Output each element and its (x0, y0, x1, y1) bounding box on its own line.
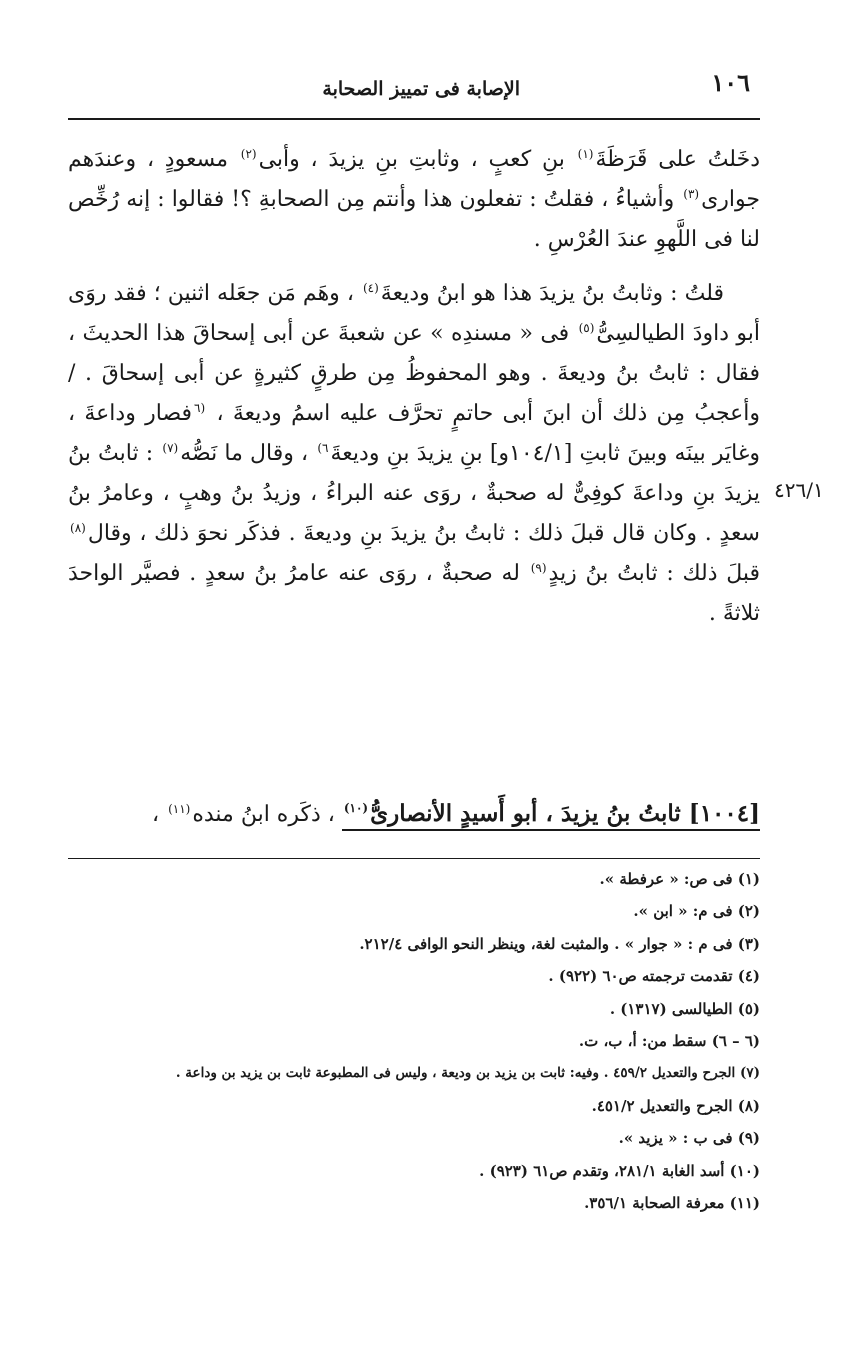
footnote: (٤) تقدمت ترجمته ص٦٠ (٩٢٢) . (548, 967, 760, 986)
entry-tail: ، (151, 802, 167, 827)
footnote: (٧) الجرح والتعديل ٤٥٩/٢ . وفيه: ثابت بن يزيد بن وديعة ، وليس فى المطبوعة ثابت بن يزيد بن وداعة . (175, 1065, 760, 1082)
text-run: : ثابتُ بنُ يزيدَ بنِ وداعةَ كوفِىٌّ له صحبةٌ ، روَى عنه البراءُ ، وزيدُ بنُ وهبٍ ، وعامرُ بنُ سعدٍ . وكان قال قبلَ ذلك : ثابتُ بنُ يزيدَ بنِ وديعةَ . فذكَر نحوَ ذلك ، وقال (68, 441, 760, 546)
entry-name: ثابتُ بنُ يزيدَ ، أبو أَسيدٍ الأنصارىُّ (370, 800, 681, 827)
footnote-marker: (١٠) (343, 801, 369, 816)
footnote-marker: (٤) (362, 280, 379, 295)
entry-number: [١٠٠٤] (688, 800, 760, 827)
text-run: قلتُ : وثابتُ بنُ يزيدَ هذا هو ابنُ وديعةَ (380, 281, 725, 306)
entry-title (342, 800, 760, 831)
text-run: فصار وداعةَ ، وغايَر بينَه وبينَ ثابتِ [١٠٤/١و] بنِ يزيدَ بنِ وديعةَ (68, 401, 760, 466)
footnote-marker: (٦ (194, 400, 206, 415)
margin-reference: ٤٢٦/١ (774, 478, 824, 502)
footnote-marker: (٧) (162, 440, 179, 455)
footnote-marker: ٦) (317, 440, 329, 455)
footnote-marker: (٢) (240, 146, 257, 161)
footnote: (٦ – ٦) سقط من: أ، ب، ت. (578, 1032, 760, 1051)
paragraph (68, 140, 760, 260)
text-run: قبلَ ذلك : ثابتُ بنُ زيدٍ (548, 561, 761, 586)
text-run: مسعودٍ ، وعندَهم جوارى (68, 147, 760, 212)
footnotes (68, 858, 760, 1219)
text-run: دخَلتُ على قَرَظَةَ (595, 147, 760, 172)
book-title: الإصابة فى تمييز الصحابة (322, 78, 520, 100)
text-run: ، وهَم مَن جعَله اثنين ؛ فقد روَى أبو داودَ الطيالسِىُّ (68, 281, 760, 346)
page-number: ١٠٦ (711, 68, 750, 97)
footnote: (٥) الطيالسى (١٣١٧) . (609, 999, 760, 1018)
footnote-marker: (١) (577, 146, 594, 161)
text-run: فى « مسندِه » عن شعبةَ عن أبى إسحاقَ هذا الحديثَ ، فقال : ثابتُ بنُ وديعةَ . وهو المحفوظُ مِن طرقٍ كثيرةٍ عن أبى إسحاقَ . / وأعجبُ مِن ذلك أن ابنَ أبى حاتمٍ تحرَّف عليه اسمُ وديعةَ ، (68, 321, 761, 426)
entry-heading (68, 794, 760, 835)
footnote: (١) فى ص: « عرفطة ». (599, 870, 760, 888)
footnote: (٨) الجرح والتعديل ٤٥١/٢. (591, 1096, 760, 1115)
running-head (68, 60, 760, 120)
text-run: وأشياءُ ، فقلتُ : تفعلون هذا وأنتم مِن الصحابةِ ؟! فقالوا : إنه رُخِّص لنا فى اللَّهوِ عندَ العُرْسِ . (68, 187, 760, 252)
footnote-marker: (٣) (683, 186, 700, 201)
footnote-marker: (٩) (530, 560, 547, 575)
entry-rest: ، ذكَره ابنُ منده (192, 802, 342, 827)
body-text (68, 140, 760, 634)
footnote: (١٠) أسد الغابة ٢٨١/١، وتقدم ص٦١ (٩٢٣) . (479, 1161, 760, 1180)
text-run: ، وقال ما نَصُّه (180, 441, 316, 466)
footnote: (١١) معرفة الصحابة ٣٥٦/١. (584, 1194, 760, 1213)
text-run: له صحبةٌ ، روَى عنه عامرُ بنُ سعدٍ . فصيَّر الواحدَ ثلاثةً . (68, 561, 760, 626)
footnote-marker: (٨) (70, 520, 86, 535)
footnote: (٩) فى ب : « يزيد ». (618, 1129, 760, 1148)
text-run: بنِ كعبٍ ، وثابتِ بنِ يزيدَ ، وأبى (258, 147, 576, 172)
footnote: (٣) فى م : « جوار » . والمثبت لغة، وينظر النحو الوافى ٢١٢/٤. (359, 934, 760, 953)
footnote: (٢) فى م: « ابن ». (633, 902, 760, 921)
paragraph (68, 274, 760, 634)
footnote-marker: (٥) (578, 320, 595, 335)
footnote-marker: (١١) (168, 801, 191, 816)
